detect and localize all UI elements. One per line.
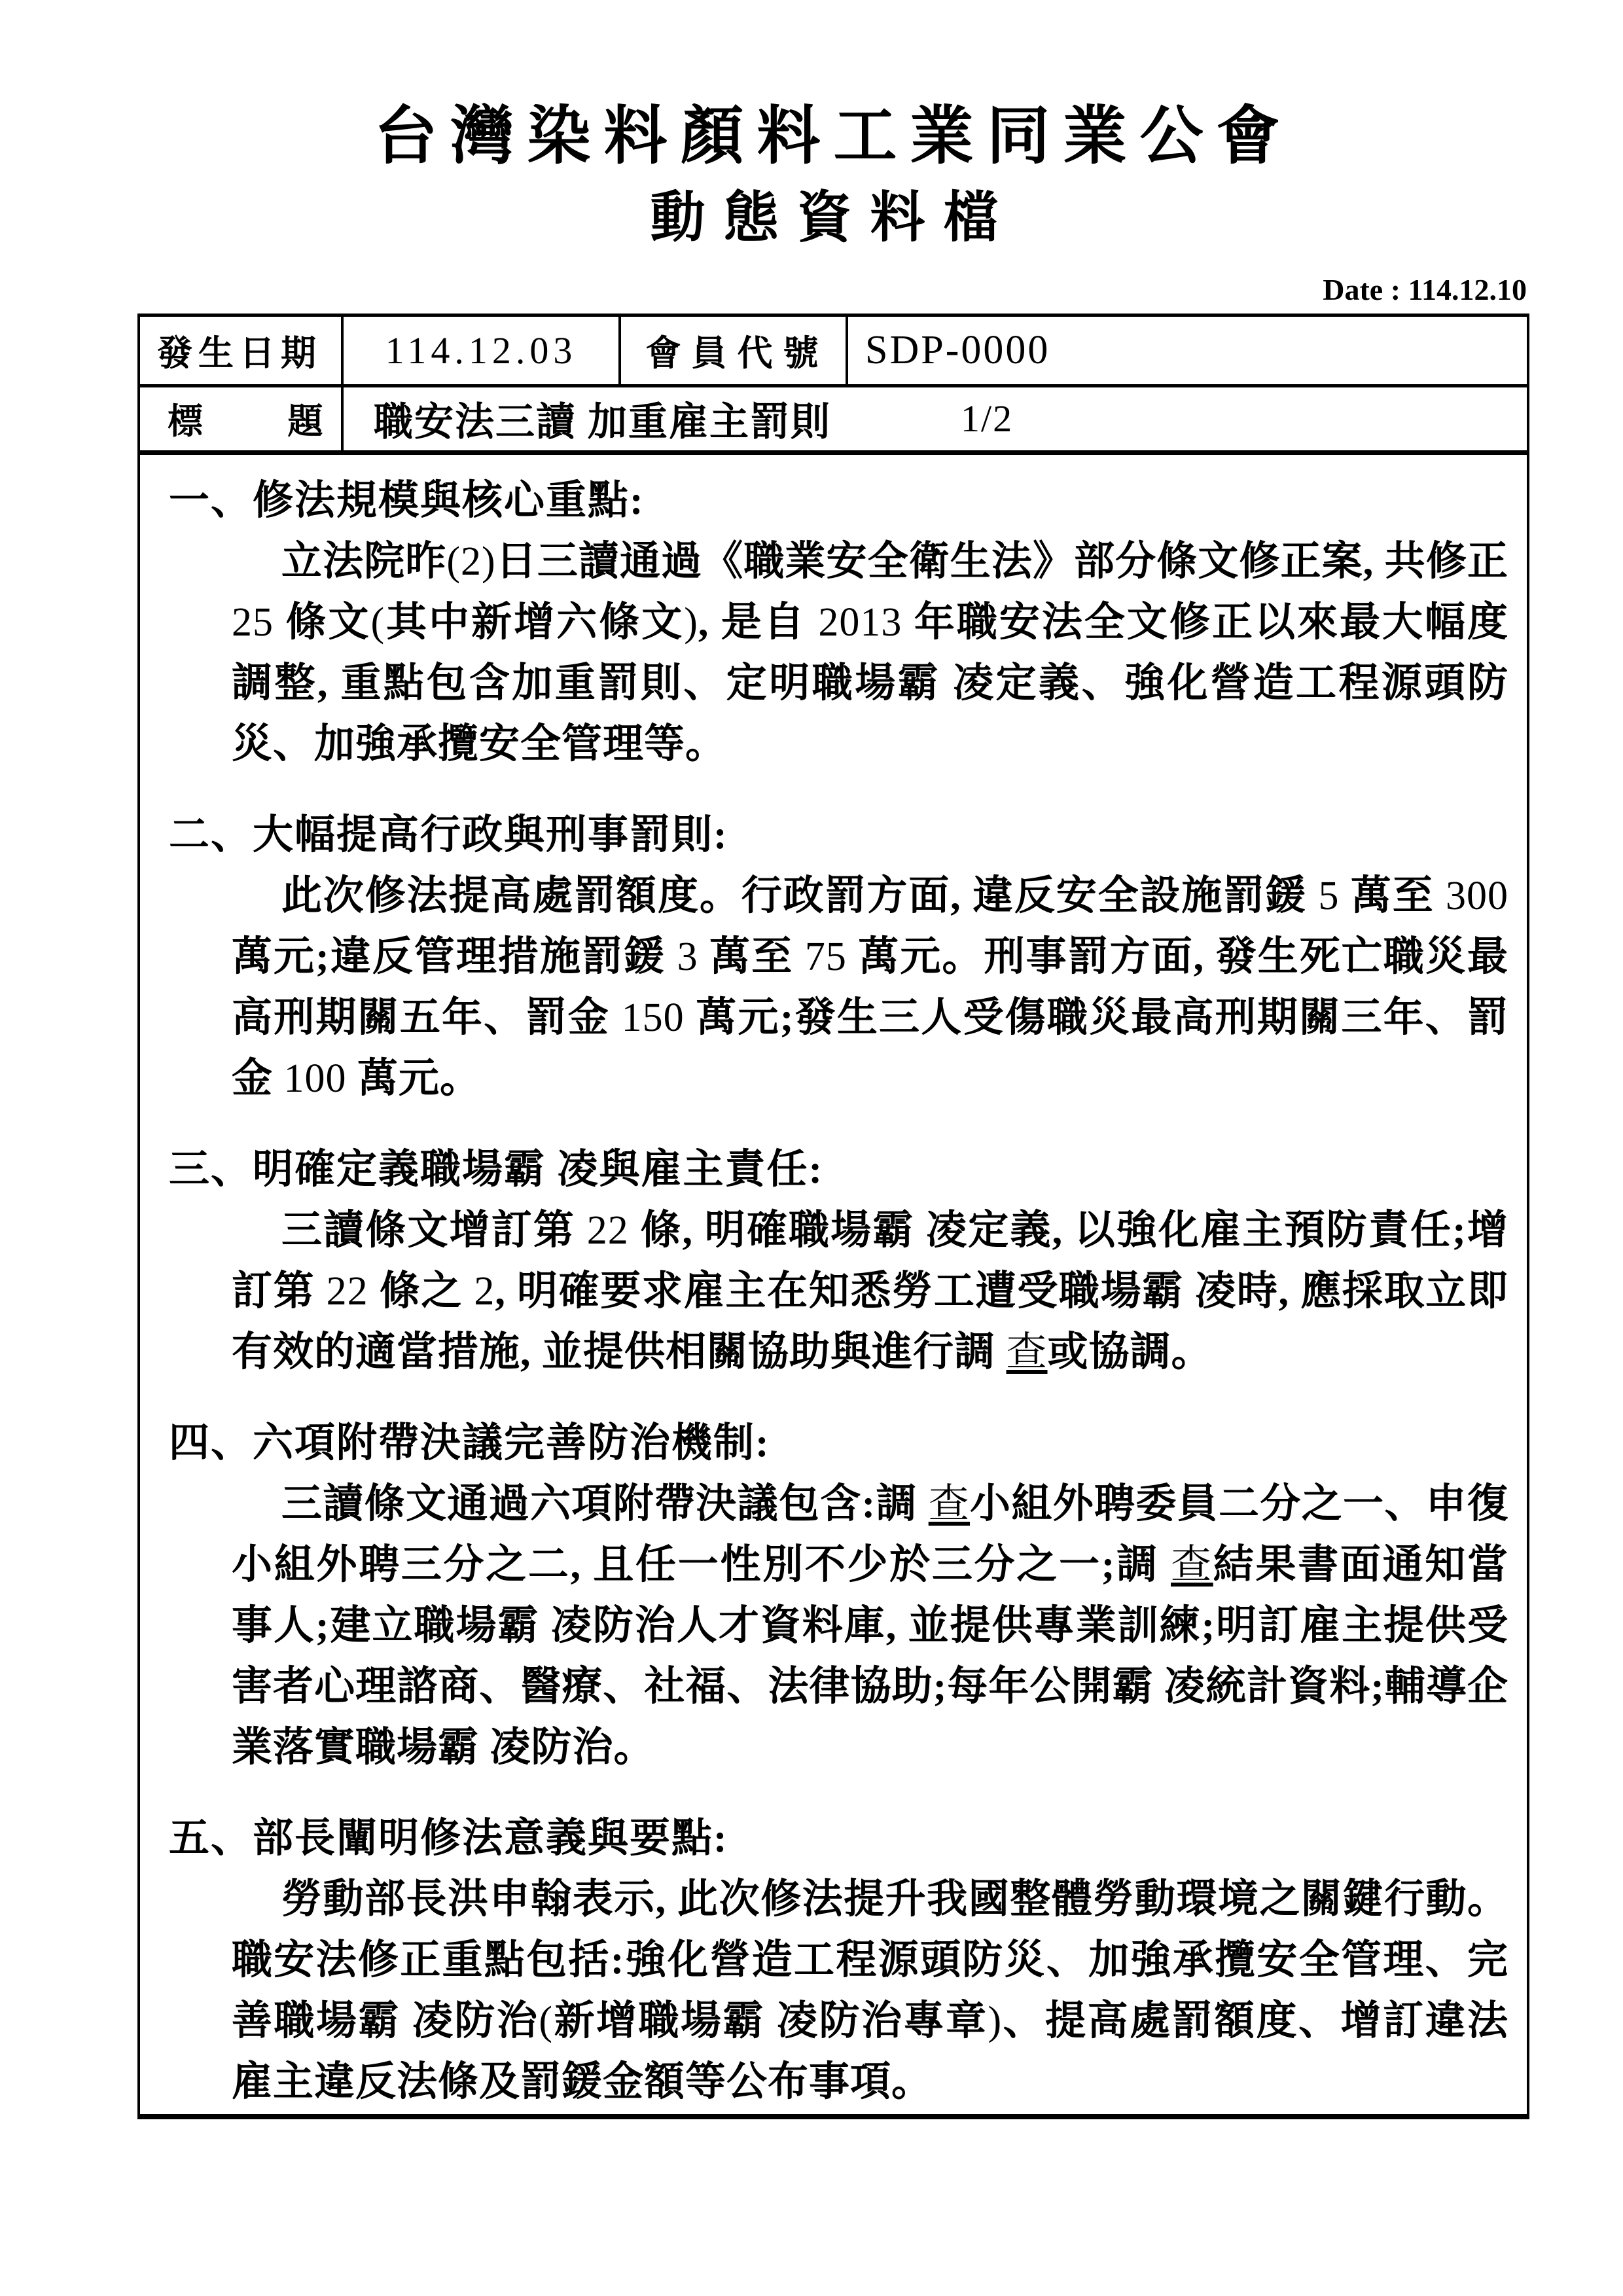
- occur-date-value: 114.12.03: [344, 317, 621, 384]
- content-box: [137, 450, 1529, 2119]
- section-3-body: 三讀條文增訂第 22 條, 明確職場霸 凌定義, 以強化雇主預防責任;增訂第 22 條之 2, 明確要求雇主在知悉勞工遭受職場霸 凌時, 應採取立即有效的適當措施, 並提供相關協助與進行調 查或協調。: [232, 1208, 1508, 1374]
- info-table: [137, 314, 1529, 450]
- info-table-row-1: [140, 317, 1527, 387]
- section-2-heading: 二、大幅提高行政與刑事罰則:: [169, 812, 728, 857]
- doc-type-title: 動態資料檔: [650, 187, 1017, 249]
- section-1-heading: 一、修法規模與核心重點:: [169, 478, 645, 523]
- page-indicator: 1/2: [961, 397, 1014, 440]
- section-4: [169, 1413, 1508, 1778]
- section-3-heading: 三、明確定義職場霸 凌與雇主責任:: [169, 1147, 824, 1192]
- member-code-label: 會員代號: [621, 317, 848, 384]
- section-1-body: 立法院昨(2)日三讀通過《職業安全衛生法》部分條文修正案, 共修正 25 條文(其中新增六條文), 是自 2013 年職安法全文修正以來最大幅度調整, 重點包含加重罰則、定明職場霸 凌定義、強化營造工程源頭防災、加強承攬安全管理等。: [232, 539, 1508, 766]
- subject-cell: [344, 387, 1527, 450]
- document-inner: [137, 0, 1529, 2119]
- section-2: [169, 805, 1508, 1109]
- subject-value: 職安法三讀 加重雇主罰則: [374, 400, 831, 444]
- section-4-heading: 四、六項附帶決議完善防治機制:: [169, 1420, 770, 1465]
- section-1: [169, 471, 1508, 775]
- org-title: 台灣染料顏料工業同業公會: [374, 101, 1293, 171]
- section-4-body: 三讀條文通過六項附帶決議包含:調 查小組外聘委員二分之一、申復小組外聘三分之二, 且任一性別不少於三分之一;調 查結果書面通知當事人;建立職場霸 凌防治人才資料庫, 並提供專業訓練;明訂雇主提供受害者心理諮商、醫療、社福、法律協助;每年公開霸 凌統計資料;輔導企業落實職場霸 凌防治。: [232, 1481, 1508, 1770]
- section-5: [169, 1808, 1508, 2113]
- info-table-row-2: [140, 387, 1527, 450]
- occur-date-label: 發生日期: [140, 317, 344, 384]
- section-5-body: 勞動部長洪申翰表示, 此次修法提升我國整體勞動環境之關鍵行動。職安法修正重點包括:強化營造工程源頭防災、加強承攬安全管理、完善職場霸 凌防治(新增職場霸 凌防治專章)、提高處罰額度、增訂違法雇主違反法條及罰鍰金額等公布事項。: [232, 1876, 1508, 2104]
- section-3: [169, 1139, 1508, 1383]
- print-date: Date : 114.12.10: [1323, 273, 1527, 307]
- subject-label: 標 題: [140, 387, 344, 450]
- section-2-body: 此次修法提高處罰額度。行政罰方面, 違反安全設施罰鍰 5 萬至 300 萬元;違反管理措施罰鍰 3 萬至 75 萬元。刑事罰方面, 發生死亡職災最高刑期關五年、罰金 150 萬元;發生三人受傷職災最高刑期關三年、罰金 100 萬元。: [232, 873, 1508, 1101]
- section-5-heading: 五、部長闡明修法意義與要點:: [169, 1816, 728, 1861]
- member-code-value: SDP-0000: [865, 327, 1050, 372]
